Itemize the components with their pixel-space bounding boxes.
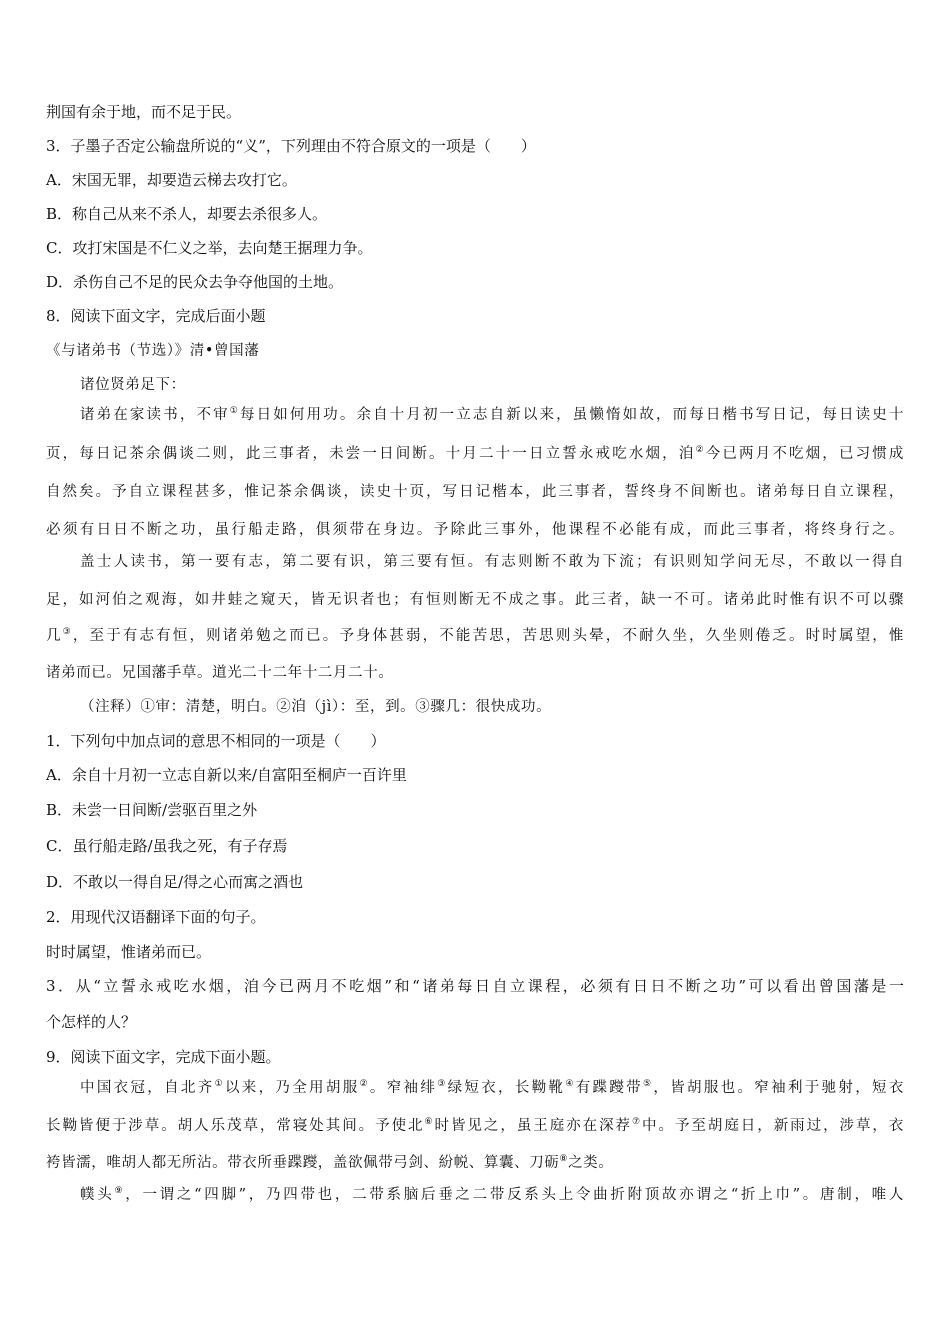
q8-sub1-stem: 1．下列句中加点词的意思不相同的一项是（ ） [46, 732, 386, 750]
note-marker-q9-8: ⑧ [559, 1154, 569, 1164]
q9-p2-line1: 幞头⑨，一谓之“四脚”，乃四带也，二带系脑后垂之二带反系头上令曲折附顶故亦谓之“折上巾”。唐制，唯人 [80, 1186, 904, 1203]
note-marker-q9-6: ⑥ [424, 1117, 435, 1127]
q8-p2-line2: 足，如河伯之观海，如井蛙之窥天，皆无识者也；有恒则断无不成之事。此三者，缺一不可。诸弟此时惟有识不可以骤 [46, 592, 904, 608]
q8-salutation: 诸位贤弟足下： [80, 377, 186, 393]
intro-line: 荆国有余于地，而不足于民。 [46, 103, 242, 121]
q8-sub1-option-c: C．虽行船走路/虽我之死，有子存焉 [46, 837, 288, 855]
q9-p1-line1: 中国衣冠，自北齐①以来，乃全用胡服②。窄袖绯③绿短衣，长靿靴④有蹀躞带⑤，皆胡服也。窄袖利于驰射，短衣 [80, 1079, 904, 1096]
note-marker-q9-3: ③ [437, 1079, 448, 1089]
q8-notes: （注释）①审：清楚，明白。②洎（jì）：至，到。③骤几：很快成功。 [80, 699, 552, 715]
q8-header: 8．阅读下面文字，完成后面小题 [46, 307, 266, 325]
note-marker-q9-1: ① [214, 1079, 225, 1089]
q3-option-d: D．杀伤自己不足的民众去争夺他国的土地。 [46, 273, 344, 291]
q3-option-a: A．宋国无罪，却要造云梯去攻打它。 [46, 171, 297, 189]
q8-p2-line1: 盖士人读书，第一要有志，第二要有识，第三要有恒。有志则断不敢为下流；有识则知学问无尽，不敢以一得自 [80, 554, 904, 570]
note-marker-q9-2: ② [359, 1079, 370, 1089]
q8-p2-line3: 几③，至于有志有恒，则诸弟勉之而已。予身体甚弱，不能苦思，苦思则头晕，不耐久坐，久坐则倦乏。时时属望，惟 [46, 627, 904, 644]
q8-sub3-line1: 3．从“立誓永戒吃水烟，洎今已两月不吃烟”和“诸弟每日自立课程，必须有日日不断之功”可以看出曾国藩是一 [46, 977, 904, 995]
q8-sub1-option-b: B．未尝一日间断/尝驱百里之外 [46, 801, 258, 819]
note-marker-2: ② [695, 445, 706, 455]
q8-sub2-sentence: 时时属望，惟诸弟而已。 [46, 943, 212, 961]
note-marker-q9-7: ⑦ [632, 1117, 643, 1127]
q3-option-b: B．称自己从来不杀人，却要去杀很多人。 [46, 205, 328, 223]
q8-p1-line4: 必须有日日不断之功，虽行船走路，俱须带在身边。予除此三事外，他课程不必能有成，而此三事者，将终身行之。 [46, 522, 904, 538]
q8-p2-line4: 诸弟而已。兄国藩手草。道光二十二年十二月二十。 [46, 665, 394, 681]
q3-stem: 3．子墨子否定公输盘所说的“义”，下列理由不符合原文的一项是（ ） [46, 137, 536, 155]
q9-p1-line3: 袴皆濡，唯胡人都无所沾。带衣所垂蹀躞，盖欲佩带弓剑、紛帨、算囊、刀砺⑧之类。 [46, 1154, 614, 1171]
q3-option-c: C．攻打宋国是不仁义之举，去向楚王据理力争。 [46, 239, 373, 257]
note-marker-3: ③ [62, 627, 73, 637]
note-marker-1: ① [229, 406, 240, 416]
q8-p1-line1: 诸弟在家读书，不审①每日如何用功。余自十月初一立志自新以来，虽懒惰如故，而每日楷书写日记，每日读史十 [80, 406, 905, 423]
q8-title: 《与诸弟书（节选）》清•曾国藩 [46, 343, 260, 359]
note-marker-q9-4: ④ [565, 1079, 576, 1089]
q8-sub2-stem: 2．用现代汉语翻译下面的句子。 [46, 908, 266, 926]
q8-sub1-option-d: D．不敢以一得自足/得之心而寓之酒也 [46, 873, 304, 891]
q8-p1-line3: 自然矣。予自立课程甚多，惟记茶余偶谈，读史十页，写日记楷本，此三事者，誓终身不间断也。诸弟每日自立课程， [46, 484, 904, 500]
q8-sub1-option-a: A．余自十月初一立志自新以来/自富阳至桐庐一百许里 [46, 766, 407, 784]
q9-header: 9．阅读下面文字，完成下面小题。 [46, 1048, 281, 1066]
note-marker-q9-5: ⑤ [643, 1079, 654, 1089]
q8-p1-line2: 页，每日记茶余偶谈二则，此三事者，未尝一日间断。十月二十一日立誓永戒吃水烟，洎②今已两月不吃烟，已习惯成 [46, 445, 905, 462]
q9-p1-line2: 长靿皆便于涉草。胡人乐茂草，常寝处其间。予使北⑥时皆见之，虽王庭亦在深荐⑦中。予至胡庭日，新雨过，涉草，衣 [46, 1117, 904, 1134]
note-marker-q9-9: ⑨ [114, 1186, 126, 1196]
q8-sub3-line2: 个怎样的人？ [46, 1013, 137, 1031]
